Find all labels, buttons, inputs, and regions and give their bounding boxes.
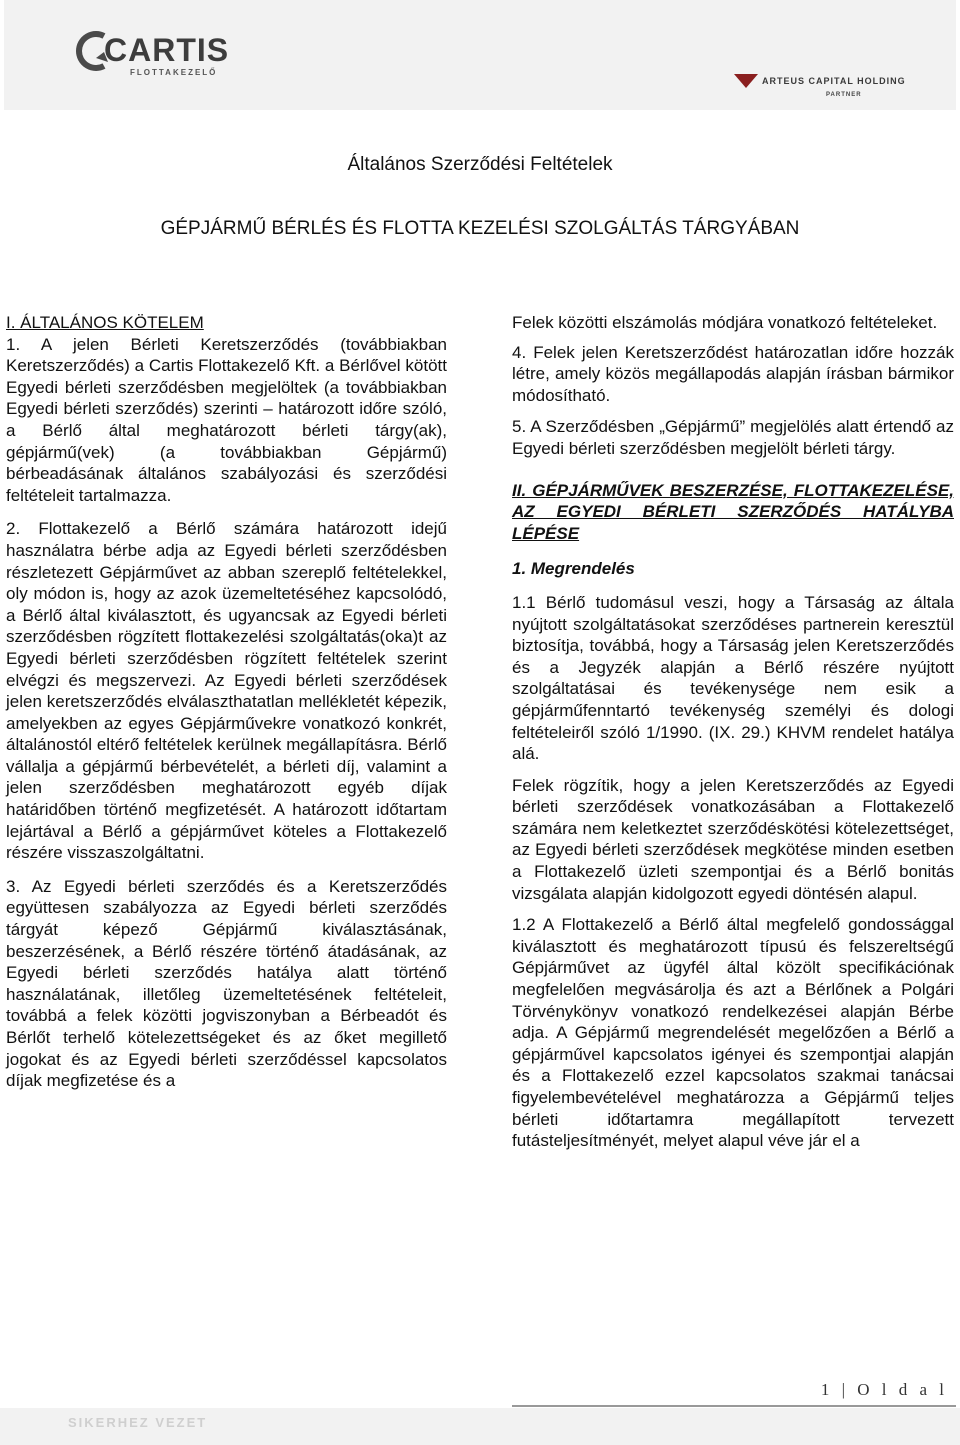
right-column	[512, 312, 954, 1152]
partner-logo-name: ARTEUS CAPITAL HOLDING	[762, 76, 906, 86]
cartis-logo	[74, 28, 230, 78]
paragraph-parties-record: Felek rögzítik, hogy a jelen Keretszerződés az Egyedi bérleti szerződések vonatkozásában a Flottakezelő számára nem keletkeztet szerződéskötési kötelezettséget, az Egyedi bérleti szerződések megkötése minden esetben a Flottakezelő üzleti szempontjai és a Bérlő bonitás vizsgálata alapján kidolgozott egyedi döntésén alapul.	[512, 775, 954, 903]
section-heading-vehicles: II. GÉPJÁRMŰVEK BESZERZÉSE, FLOTTAKEZELÉSE, AZ EGYEDI BÉRLETI SZERZŐDÉS HATÁLYBA LÉPÉSE	[512, 480, 954, 543]
paragraph-continued: Felek közötti elszámolás módjára vonatkozó feltételeket.	[512, 313, 938, 332]
partner-logo	[734, 74, 906, 102]
footer-slogan: SIKERHEZ VEZET	[68, 1415, 208, 1430]
paragraph-2: 2. Flottakezelő a Bérlő számára határozott idejű használatra bérbe adja az Egyedi bérleti szerződésben részletezett Gépjárművet az abban szereplő feltételekkel, oly módon is, hogy az azok üzemeltetéséhez kapcsolódó, a Bérlő által kiválasztott, és ugyancsak az Egyedi bérleti szerződésben rögzített flottakezelési szolgáltatás(oka)t az Egyedi bérleti szerződésben rögzített feltételek szerint elvégzi és megszervezi. Az Egyedi bérleti szerződések jelen keretszerződés elválaszthatatlan mellékletét képezik, amelyekben az egyes Gépjárművekre vonatkozó konkrét, általánostól eltérő feltételek kerülnek megállapításra. Bérlő vállalja a gépjármű bérbevételét, a bérleti díj, valamint a jelen szerződésben meghatározott egyéb díjak határidőben történő megfizetését. A határozott időtartam lejártával a Bérlő a gépjárművet köteles a Flottakezelő részére visszaszolgáltatni.	[6, 519, 447, 863]
page-number-label: 1 | O l d a l	[820, 1380, 948, 1399]
paragraph-3: 3. Az Egyedi bérleti szerződés és a Keretszerződés együttesen szabályozza az Egyedi bérleti szerződés tárgyát képező Gépjármű kiválasztásának, beszerzésének, a Bérlő részére történő átadásának, az Egyedi bérleti szerződés hatálya alatt történő használatának, illetőleg üzemeltetésének feltételeit, továbbá a felek közötti jogviszonyban a Bérbeadót és Bérlőt terhelő kötelezettségeket és az őket megillető jogokat és az Egyedi bérleti szerződéssel kapcsolatos díjak megfizetése és a	[6, 876, 447, 1091]
paragraph-1-1: 1.1 Bérlő tudomásul veszi, hogy a Társaság az általa nyújtott szolgáltatásokat szerződéses partnerein keresztül biztosítja, továbbá, hogy a Társaság jelen Keretszerződés és a Jegyzék alapján a Bérlő részére nyújtott szolgáltatásai és tevékenysége nem esik a gépjárműfenntartó tevékenység személyi és dologi feltételeiről szóló 1/1990. (IX. 29.) KHVM rendelet hatálya alá.	[512, 592, 954, 764]
subheading-order: 1. Megrendelés	[512, 559, 635, 579]
footer-divider	[512, 1405, 956, 1407]
paragraph-1: 1. A jelen Bérleti Keretszerződés (továbbiakban Keretszerződés) a Cartis Flottakezelő Kft. a Bérlővel kötött Egyedi bérleti szerződésben megjelöltek (a továbbiakban Egyedi bérleti szerződés) szerinti – határozott időre szóló, a Bérlő által meghatározott bérleti tárgy(ak), gépjármű(vek) (a továbbiakban Gépjármű) bérbeadásának általános szabályozási és szerződési feltételeit tartalmazza.	[6, 334, 447, 505]
header-band	[4, 0, 956, 110]
paragraph-1-2: 1.2 A Flottakezelő a Bérlő által megfelelő gondossággal kiválasztott és meghatározott típusú és felszereltségű Gépjárművet az ügyfél által közölt specifikációnak megfelelően megvásárolja és azt a Bérlőnek a Polgári Törvénykönyv vonatkozó rendelkezései alapján Bérbe adja. A Gépjármű megrendelését megelőzően a Bérlő a gépjárművel kapcsolatos igényei és szempontjai alapján és a Flottakezelő ezzel kapcsolatos szakmai tanácsai figyelembevételével meghatározza a Gépjármű teljes bérleti időtartamra megállapított tervezett futásteljesítményét, melyet alapul véve jár el a	[512, 915, 954, 1151]
cartis-logo-text: CARTIS	[104, 32, 230, 68]
paragraph-4: 4. Felek jelen Keretszerződést határozatlan időre hozzák létre, amely közös megállapodás alapján írásban bármikor módosítható.	[512, 342, 954, 405]
paragraph-5: 5. A Szerződésben „Gépjármű” megjelölés alatt értendő az Egyedi bérleti szerződésben megjelölt bérleti tárgy.	[512, 417, 954, 458]
document-subtitle: GÉPJÁRMŰ BÉRLÉS ÉS FLOTTA KEZELÉSI SZOLGÁLTÁS TÁRGYÁBAN	[160, 218, 800, 239]
document-title: Általános Szerződési Feltételek	[347, 154, 613, 175]
section-heading-general-obligation: I. ÁLTALÁNOS KÖTELEM	[6, 313, 204, 332]
arteus-logo-mark-icon	[734, 74, 758, 88]
partner-logo-subtext: PARTNER	[826, 92, 862, 98]
cartis-logo-subtext: FLOTTAKEZELŐ	[130, 68, 218, 77]
left-column	[6, 312, 447, 1092]
